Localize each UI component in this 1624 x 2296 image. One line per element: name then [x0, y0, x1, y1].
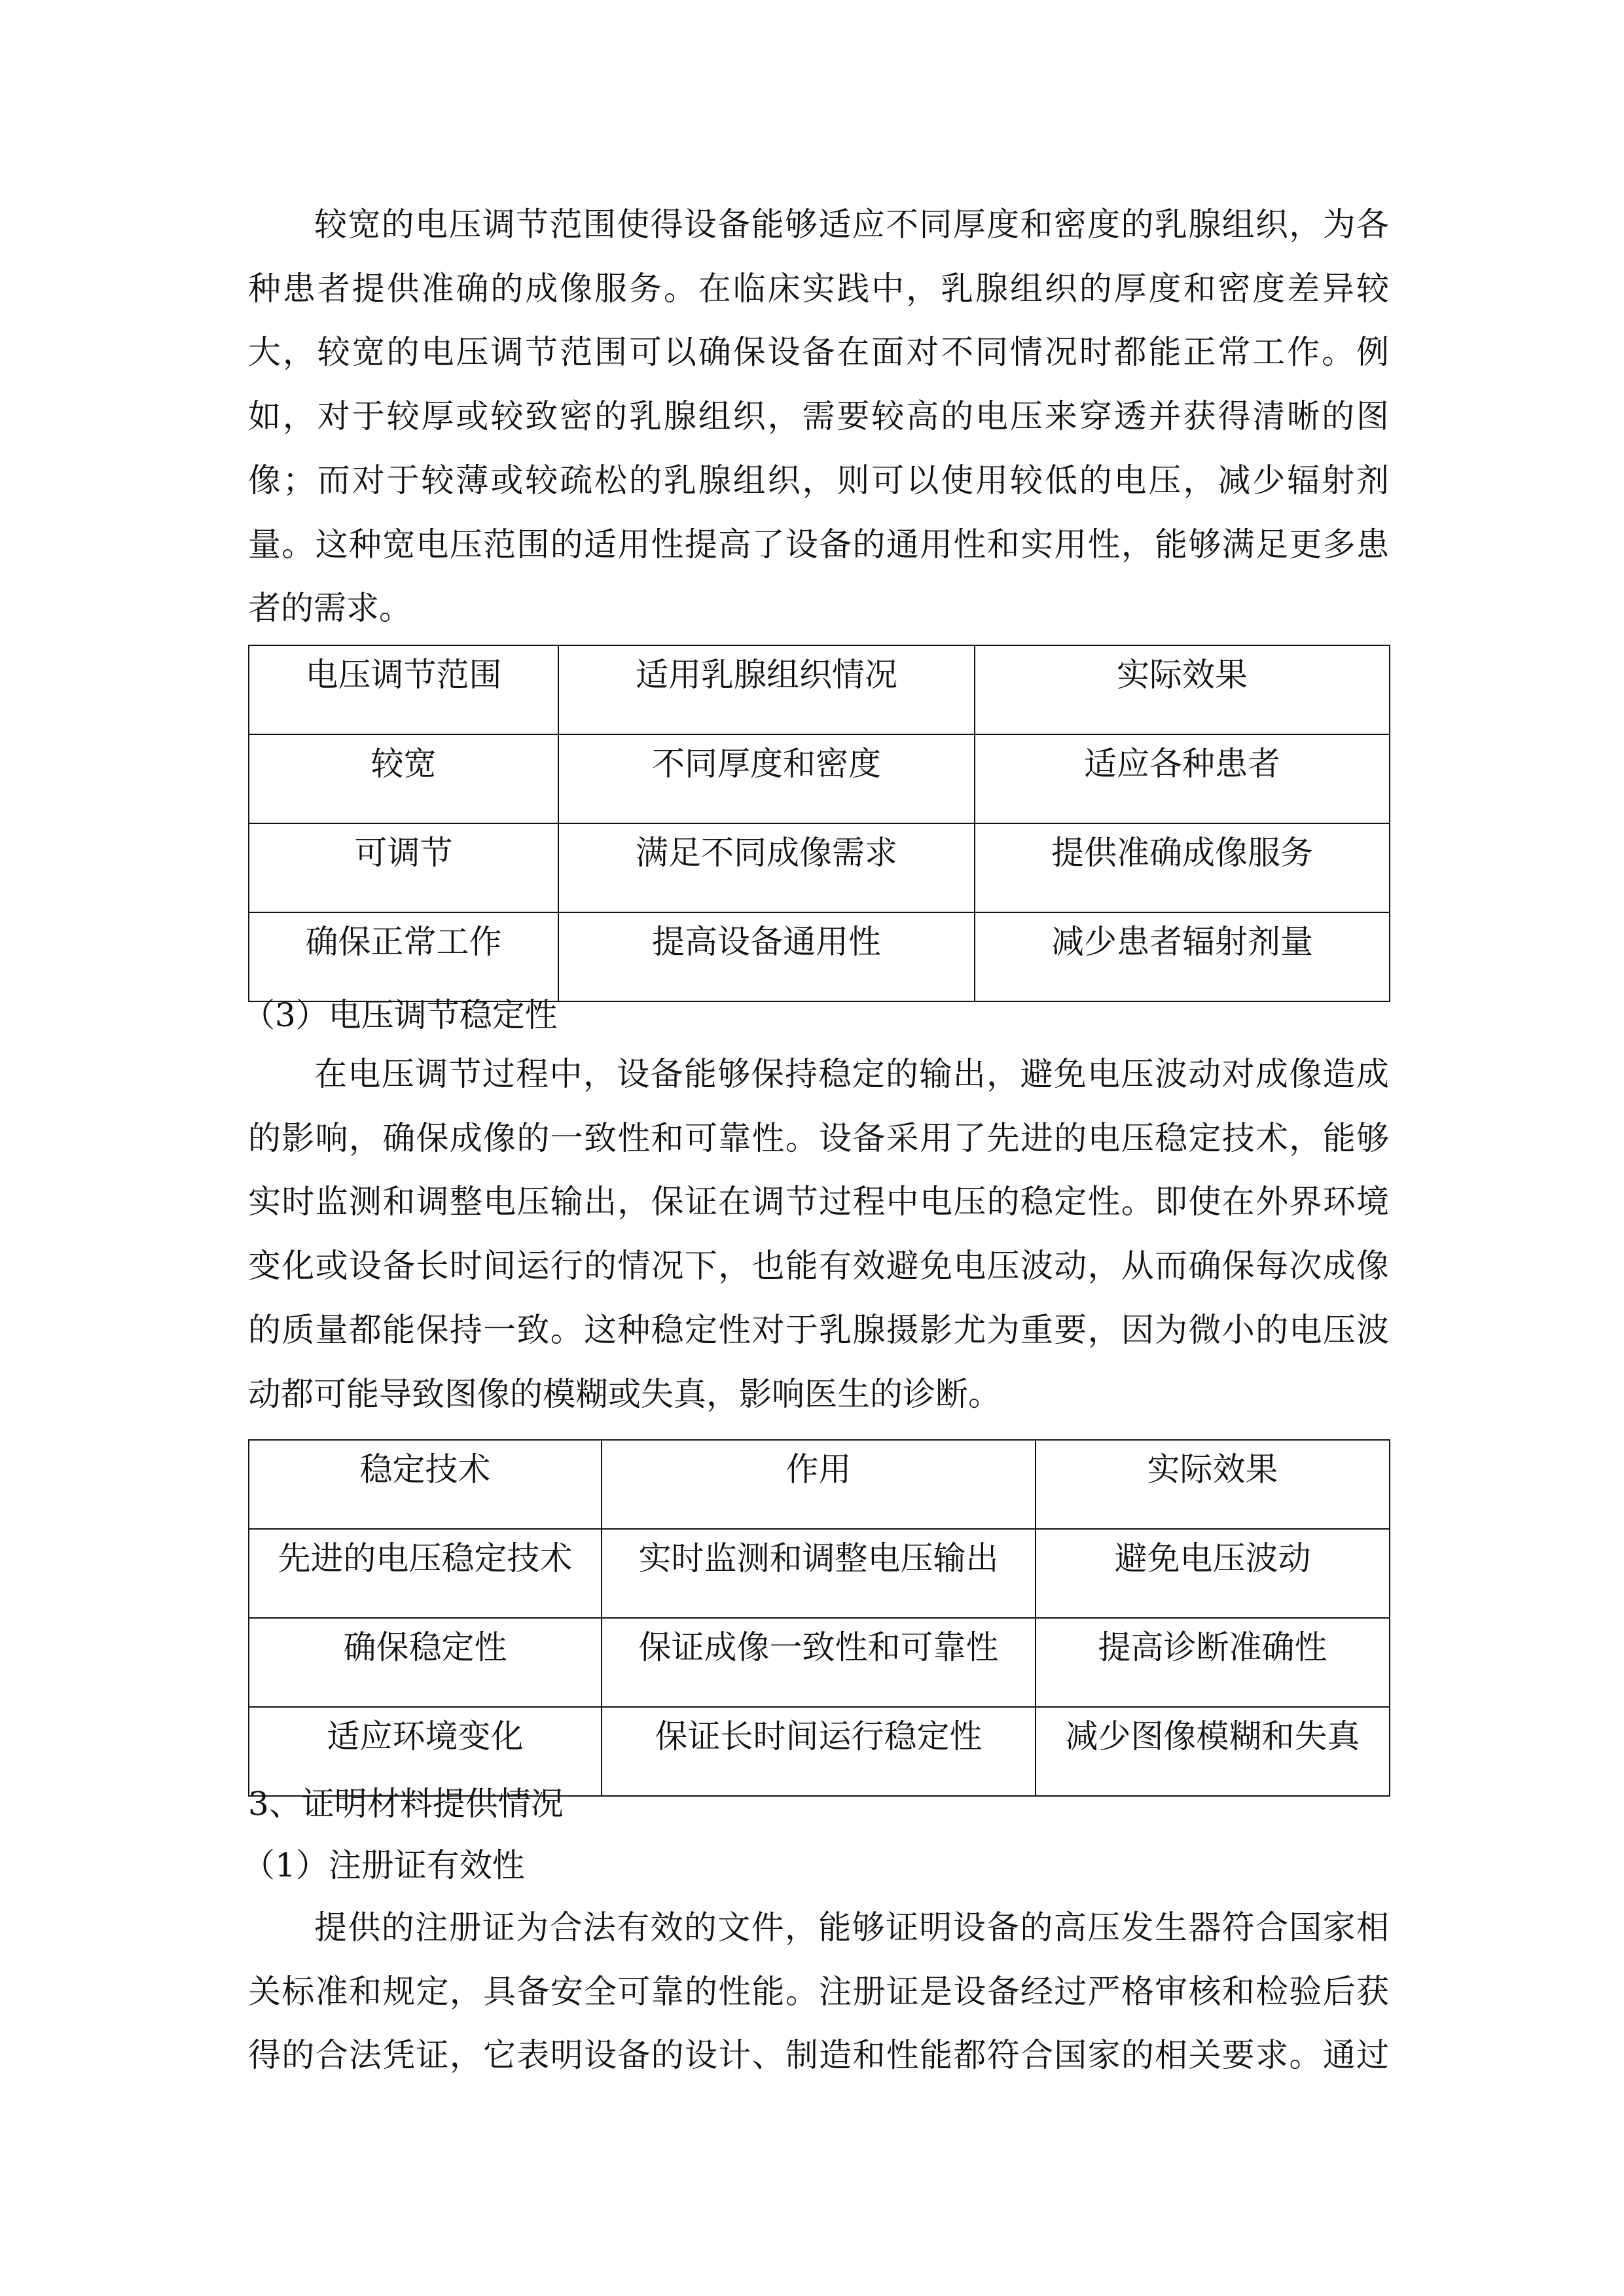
table-cell: 减少患者辐射剂量 [975, 912, 1390, 1001]
heading-registration-validity: （1）注册证有效性 [242, 1846, 525, 1884]
text-line: 如，对于较厚或较致密的乳腺组织，需要较高的电压来穿透并获得清晰的图 [248, 397, 1389, 436]
heading-voltage-stability: （3）电压调节稳定性 [242, 996, 558, 1034]
text-line: 动都可能导致图像的模糊或失真，影响医生的诊断。 [248, 1374, 1001, 1413]
table-cell: 提高设备通用性 [558, 912, 975, 1001]
table-cell: 实时监测和调整电压输出 [602, 1529, 1036, 1618]
table-cell: 先进的电压稳定技术 [249, 1529, 602, 1618]
table-cell: 较宽 [249, 734, 558, 823]
table-cell: 提供准确成像服务 [975, 823, 1390, 912]
text-line: 者的需求。 [248, 589, 412, 628]
column-header: 实际效果 [975, 645, 1390, 734]
column-header: 电压调节范围 [249, 645, 558, 734]
table-cell: 确保正常工作 [249, 912, 558, 1001]
text-line: 大，较宽的电压调节范围可以确保设备在面对不同情况时都能正常工作。例 [248, 333, 1389, 372]
heading-proof-materials: 3、证明材料提供情况 [248, 1785, 564, 1823]
text-line: 关标准和规定，具备安全可靠的性能。注册证是设备经过严格审核和检验后获 [248, 1972, 1389, 2011]
header-row [249, 645, 1390, 734]
table-cell: 确保稳定性 [249, 1618, 602, 1707]
table-cell: 减少图像模糊和失真 [1036, 1707, 1390, 1796]
text-line: 得的合法凭证，它表明设备的设计、制造和性能都符合国家的相关要求。通过 [248, 2036, 1389, 2075]
table-cell: 适应环境变化 [249, 1707, 602, 1796]
text-line: 种患者提供准确的成像服务。在临床实践中，乳腺组织的厚度和密度差异较 [248, 269, 1389, 308]
table-cell: 提高诊断准确性 [1036, 1618, 1390, 1707]
column-header: 作用 [602, 1440, 1036, 1529]
column-header: 实际效果 [1036, 1440, 1390, 1529]
table-cell: 保证成像一致性和可靠性 [602, 1618, 1036, 1707]
table-cell: 满足不同成像需求 [558, 823, 975, 912]
table-row [249, 1618, 1390, 1707]
text-line: 变化或设备长时间运行的情况下，也能有效避免电压波动，从而确保每次成像 [248, 1247, 1389, 1285]
table-cell: 可调节 [249, 823, 558, 912]
table-row [249, 1529, 1390, 1618]
column-header: 稳定技术 [249, 1440, 602, 1529]
text-line: 像；而对于较薄或较疏松的乳腺组织，则可以使用较低的电压，减少辐射剂 [248, 461, 1389, 499]
column-header: 适用乳腺组织情况 [558, 645, 975, 734]
table-cell: 保证长时间运行稳定性 [602, 1707, 1036, 1796]
text-line: 在电压调节过程中，设备能够保持稳定的输出，避免电压波动对成像造成 [314, 1055, 1389, 1093]
text-line: 提供的注册证为合法有效的文件，能够证明设备的高压发生器符合国家相 [314, 1909, 1389, 1946]
stability-technology-table [248, 1439, 1390, 1797]
table-cell: 避免电压波动 [1036, 1529, 1390, 1618]
voltage-range-table [248, 645, 1390, 1002]
header-row [249, 1440, 1390, 1529]
table-row [249, 823, 1390, 912]
text-line: 量。这种宽电压范围的适用性提高了设备的通用性和实用性，能够满足更多患 [248, 525, 1389, 564]
table-cell: 适应各种患者 [975, 734, 1390, 823]
text-line: 的质量都能保持一致。这种稳定性对于乳腺摄影尤为重要，因为微小的电压波 [248, 1310, 1389, 1349]
text-line: 实时监测和调整电压输出，保证在调节过程中电压的稳定性。即使在外界环境 [248, 1183, 1389, 1221]
table-cell: 不同厚度和密度 [558, 734, 975, 823]
text-line: 的影响，确保成像的一致性和可靠性。设备采用了先进的电压稳定技术，能够 [248, 1119, 1389, 1157]
table-row [249, 734, 1390, 823]
text-line: 较宽的电压调节范围使得设备能够适应不同厚度和密度的乳腺组织，为各 [314, 206, 1389, 243]
